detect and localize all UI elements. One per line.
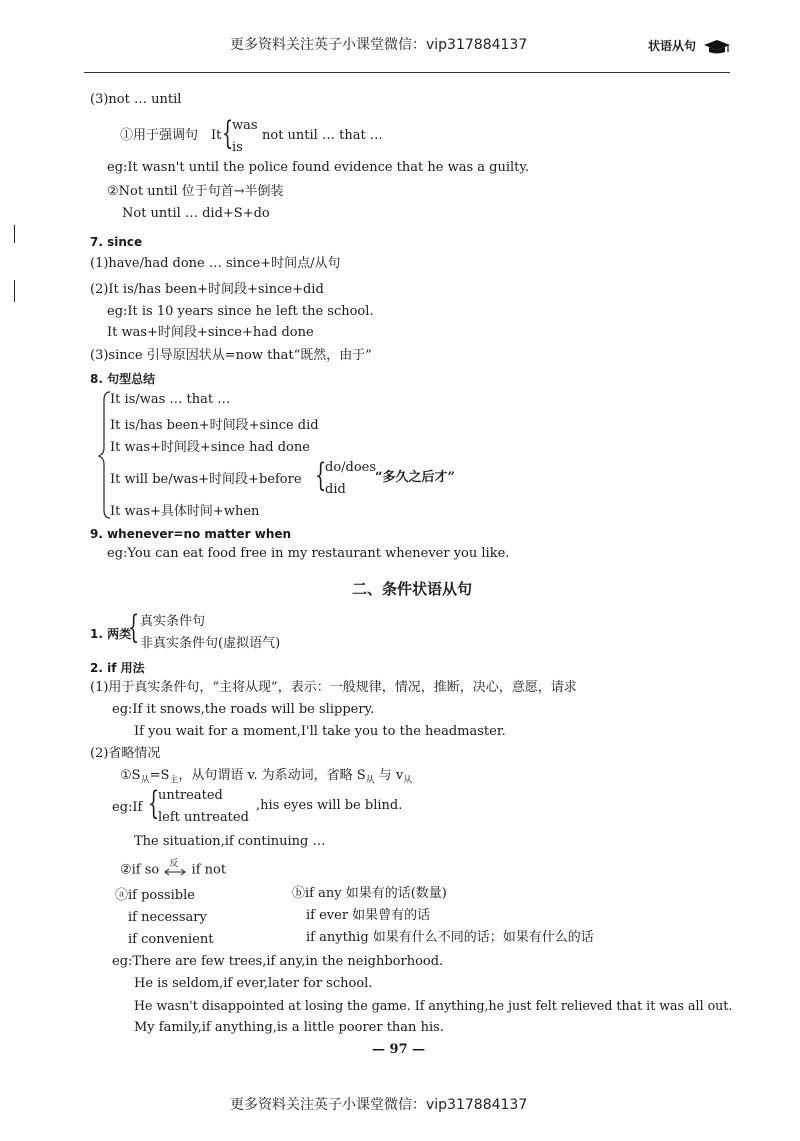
ifusage-cb1: ⓑif any 如果有的话(数量) bbox=[292, 886, 447, 901]
watermark-top: 更多资料关注英子小课堂微信：vip317884137 bbox=[230, 37, 528, 53]
since-l3: (3)since 引导原因状从=now that“既然，由于” bbox=[90, 348, 372, 363]
brace-untreated: { bbox=[148, 784, 160, 822]
brace-was-is: { bbox=[222, 114, 234, 152]
ifusage-cb2: if ever 如果曾有的话 bbox=[306, 908, 431, 923]
rule1-part-a: ①S bbox=[120, 768, 141, 783]
since-l1: (1)have/had done … since+时间点/从句 bbox=[90, 256, 341, 271]
running-header bbox=[648, 38, 732, 55]
ifusage-rule2 bbox=[120, 859, 227, 879]
notuntil-is: is bbox=[232, 140, 243, 155]
ifusage-eg6: He is seldom,if ever,later for school. bbox=[134, 976, 373, 991]
rule1-part-d: 与 v bbox=[374, 768, 404, 783]
since-l2: (2)It is/has been+时间段+since+did bbox=[90, 282, 324, 297]
summary-r4: It will be/was+时间段+before bbox=[110, 472, 302, 487]
rule1-part-c: ，从句谓语 v. 为系动词，省略 S bbox=[178, 768, 366, 783]
notuntil-eg1: eg:It wasn't until the police found evidence that he was a guilty. bbox=[107, 160, 530, 175]
notuntil-heading: (3)not … until bbox=[90, 92, 182, 107]
reverse-arrow-icon bbox=[163, 859, 187, 878]
ifusage-ca2: if necessary bbox=[128, 910, 207, 925]
types-b: 非真实条件句(虚拟语气) bbox=[140, 636, 281, 651]
since-l2-eg: eg:It is 10 years since he left the school. bbox=[107, 304, 374, 319]
rule2-part-b: if not bbox=[191, 862, 227, 878]
notuntil-item2-formula: Not until … did+S+do bbox=[122, 206, 270, 221]
rule1-sub-2: 主 bbox=[169, 775, 179, 786]
notuntil-item2: ②Not until 位于句首→半倒装 bbox=[107, 184, 284, 199]
whenever-heading: 9. whenever=no matter when bbox=[90, 527, 292, 541]
rule1-sub-4: 从 bbox=[403, 775, 413, 786]
ifusage-heading: 2. if 用法 bbox=[90, 661, 145, 675]
rule2-part-a: ②if so bbox=[120, 862, 160, 878]
ifusage-l1: (1)用于真实条件句，“主将从现”，表示：一般规律，情况，推断，决心，意愿，请求 bbox=[90, 680, 577, 695]
ifusage-eg8: My family,if anything,is a little poorer than his. bbox=[134, 1020, 444, 1035]
ifusage-ca1: ⓐif possible bbox=[115, 888, 195, 903]
summary-r4-b: did bbox=[325, 482, 346, 497]
types-a: 真实条件句 bbox=[140, 614, 206, 629]
ifusage-eg5: eg:There are few trees,if any,in the neighborhood. bbox=[112, 954, 444, 969]
types-label: 1. 两类 bbox=[90, 627, 132, 641]
scan-mark bbox=[14, 280, 15, 302]
notuntil-item1-label: ①用于强调句 It bbox=[120, 128, 222, 143]
ifusage-ca3: if convenient bbox=[128, 932, 214, 947]
since-l2-b: It was+时间段+since+had done bbox=[107, 325, 314, 340]
summary-r3: It was+时间段+since had done bbox=[110, 440, 310, 455]
summary-r4-note: “多久之后才” bbox=[375, 470, 455, 485]
ifusage-eg3-tail: ,his eyes will be blind. bbox=[256, 798, 403, 813]
summary-r2: It is/has been+时间段+since did bbox=[110, 418, 319, 433]
reverse-arrow-label: 反 bbox=[169, 859, 179, 869]
whenever-eg: eg:You can eat food free in my restaurant whenever you like. bbox=[107, 546, 510, 561]
ifusage-eg7: He wasn't disappointed at losing the game. If anything,he just felt relieved that it was all out. bbox=[134, 998, 733, 1013]
rule1-sub-3: 从 bbox=[365, 775, 375, 786]
brace-types: { bbox=[128, 608, 140, 646]
notuntil-item1-tail: not until … that … bbox=[262, 128, 383, 143]
summary-r5: It was+具体时间+when bbox=[110, 504, 260, 519]
notuntil-was: was bbox=[232, 118, 258, 133]
brace-do-did: { bbox=[315, 456, 327, 494]
rule1-part-b: =S bbox=[149, 768, 170, 783]
page-number: — 97 — bbox=[372, 1042, 426, 1057]
ifusage-eg4: The situation,if continuing … bbox=[134, 834, 326, 849]
graduation-cap-icon bbox=[702, 39, 732, 55]
ifusage-eg3-b: left untreated bbox=[158, 810, 249, 825]
ifusage-l2: (2)省略情况 bbox=[90, 746, 161, 761]
header-rule bbox=[84, 72, 730, 73]
section-title: 二、条件状语从句 bbox=[352, 580, 473, 598]
summary-r1: It is/was … that … bbox=[110, 392, 231, 407]
watermark-bottom: 更多资料关注英子小课堂微信：vip317884137 bbox=[230, 1097, 528, 1113]
ifusage-eg1: eg:If it snows,the roads will be slippery. bbox=[112, 702, 375, 717]
ifusage-eg2: If you wait for a moment,I'll take you to the headmaster. bbox=[134, 724, 506, 739]
rule1-sub-1: 从 bbox=[140, 775, 150, 786]
ifusage-rule1 bbox=[120, 768, 412, 789]
ifusage-eg3-a: untreated bbox=[158, 788, 223, 803]
summary-r4-a: do/does bbox=[325, 460, 377, 475]
running-header-label: 状语从句 bbox=[648, 39, 697, 53]
since-heading: 7. since bbox=[90, 235, 143, 249]
scan-mark bbox=[14, 225, 15, 243]
ifusage-cb3: if anythig 如果有什么不同的话；如果有什么的话 bbox=[306, 930, 594, 945]
summary-heading: 8. 句型总结 bbox=[90, 372, 156, 386]
ifusage-eg3-pre: eg:If bbox=[112, 800, 143, 815]
